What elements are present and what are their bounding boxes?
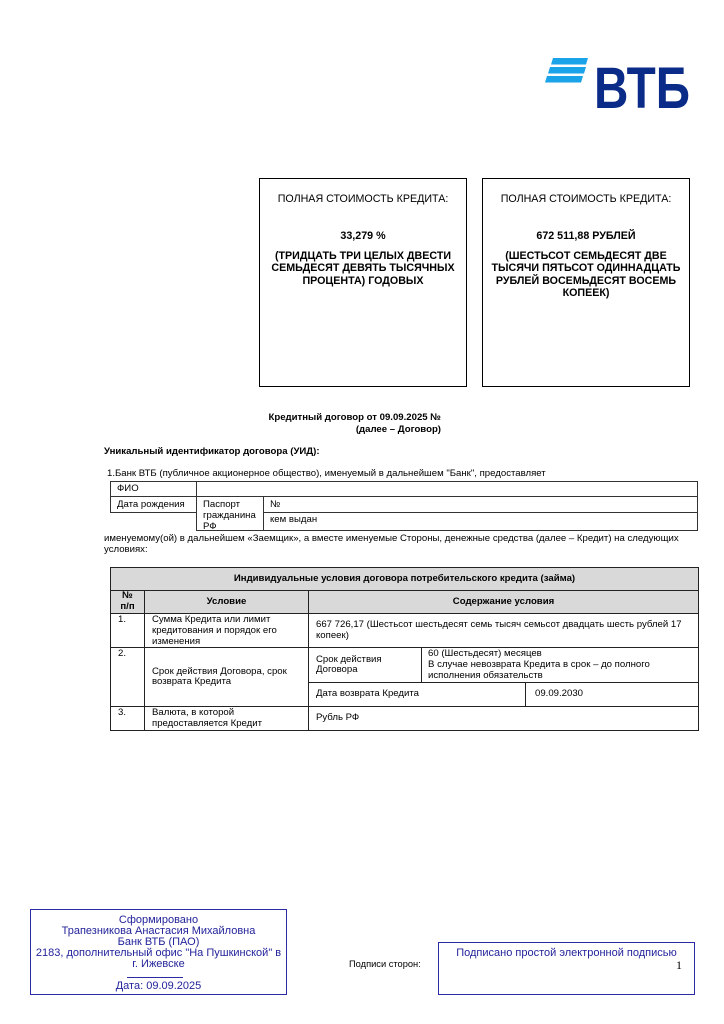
cost-box-words-line: РУБЛЕЙ ВОСЕМЬДЕСЯТ ВОСЕМЬ	[495, 274, 677, 287]
table-rule	[110, 512, 197, 513]
stamp-line: 2183, дополнительный офис "На Пушкинской" в	[35, 946, 282, 959]
vtb-logo	[540, 54, 694, 121]
page-number: 1	[676, 958, 682, 972]
table-rule	[196, 481, 197, 531]
header-content: Содержание условия	[309, 591, 699, 614]
conditions-caption-row	[111, 568, 699, 591]
row-num: 3.	[111, 707, 145, 731]
contract-title-block	[269, 412, 442, 436]
cost-box-words-line: ПРОЦЕНТА) ГОДОВЫХ	[302, 274, 424, 287]
stamp-separator	[127, 977, 183, 978]
table-rule	[697, 481, 698, 531]
cost-box-words-line: СЕМЬДЕСЯТ ДЕВЯТЬ ТЫСЯЧНЫХ	[271, 262, 455, 275]
term-note: В случае невозврата Кредита в срок – до полного исполнения обязательств	[428, 658, 650, 681]
cost-box-words-line: ТЫСЯЧИ ПЯТЬСОТ ОДИННАДЦАТЬ	[491, 262, 681, 275]
return-date-label: Дата возврата Кредита	[309, 683, 526, 707]
table-rule	[263, 496, 264, 531]
stamp-lines	[31, 915, 286, 970]
term-value: 60 (Шестьдесят) месяцев	[428, 648, 542, 660]
table-row	[111, 707, 699, 731]
issuer-stamp	[30, 909, 287, 995]
signatures-label: Подписи сторон:	[349, 958, 421, 969]
full-cost-amount-box	[482, 178, 690, 387]
esign-text: Подписано простой электронной подписью	[456, 947, 677, 959]
cost-box-words	[483, 250, 689, 300]
row-condition: Валюта, в которой предоставляется Кредит	[145, 707, 309, 731]
cost-box-heading: ПОЛНАЯ СТОИМОСТЬ КРЕДИТА:	[500, 193, 672, 205]
cost-box-words-line: (ТРИДЦАТЬ ТРИ ЦЕЛЫХ ДВЕСТИ	[274, 249, 452, 262]
header-num	[111, 591, 145, 614]
electronic-signature-box	[438, 942, 695, 995]
birth-date-label: Дата рождения	[117, 498, 185, 510]
passport-label: Паспорт гражданина РФ	[203, 498, 256, 532]
borrower-table	[110, 481, 698, 531]
full-cost-percent-box	[259, 178, 467, 387]
cost-box-words	[260, 250, 466, 288]
uid-label: Уникальный идентификатор договора (УИД):	[104, 445, 320, 457]
term-content	[422, 648, 699, 683]
table-row	[111, 648, 699, 683]
cost-box-heading: ПОЛНАЯ СТОИМОСТЬ КРЕДИТА:	[277, 193, 449, 205]
fio-label: ФИО	[117, 483, 139, 494]
row-num: 1.	[111, 614, 145, 648]
table-rule	[110, 481, 698, 482]
row-content: Рубль РФ	[309, 707, 699, 731]
contract-subtitle: (далее – Договор)	[355, 424, 441, 435]
table-row	[111, 614, 699, 648]
contract-title: Кредитный договор от 09.09.2025 №	[268, 412, 441, 423]
cost-box-value: 672 511,88 РУБЛЕЙ	[536, 230, 636, 242]
cost-box-words-line: (ШЕСТЬСОТ СЕМЬДЕСЯТ ДВЕ	[505, 249, 667, 262]
row-content: 667 726,17 (Шестьсот шестьдесят семь тысяч семьсот двадцать шесть рублей 17 копеек)	[309, 614, 699, 648]
stamp-line: г. Ижевске	[132, 957, 185, 970]
cost-box-words-line: КОПЕЕК)	[562, 287, 610, 300]
term-label: Срок действия Договора	[309, 648, 422, 683]
table-rule	[196, 530, 698, 531]
stamp-line: Сформировано	[118, 913, 199, 926]
cost-box-value: 33,279 %	[340, 230, 386, 242]
logo-stripe	[545, 76, 583, 83]
return-date: 09.09.2030	[526, 683, 699, 707]
row-condition: Срок действия Договора, срок возврата Кредита	[145, 648, 309, 707]
logo-text: ВТБ	[594, 56, 690, 121]
row-num: 2.	[111, 648, 145, 707]
stamp-date: Дата: 09.09.2025	[115, 979, 202, 992]
terms-intro-paragraph: именуемому(ой) в дальнейшем «Заемщик», а вместе именуемые Стороны, денежные средства (далее – Кредит) на следующих условиях:	[104, 532, 679, 555]
header-condition: Условие	[145, 591, 309, 614]
intro-paragraph: 1.Банк ВТБ (публичное акционерное общество), именуемый в дальнейшем "Банк", предоставляет	[107, 467, 546, 479]
table-rule	[263, 512, 698, 513]
table-rule	[110, 496, 698, 497]
stamp-line: Банк ВТБ (ПАО)	[117, 935, 200, 948]
passport-number-label: №	[270, 498, 281, 510]
conditions-caption: Индивидуальные условия договора потребительского кредита (займа)	[111, 568, 699, 591]
row-condition: Сумма Кредита или лимит кредитования и порядок его изменения	[145, 614, 309, 648]
conditions-header-row	[111, 591, 699, 614]
logo-stripe	[548, 67, 586, 74]
conditions-table	[110, 567, 699, 731]
table-rule	[110, 481, 111, 513]
passport-issued-by-label: кем выдан	[270, 513, 318, 525]
stamp-line: Трапезникова Анастасия Михайловна	[61, 924, 256, 937]
logo-stripe	[551, 58, 588, 65]
header-num-label: № п/п	[120, 590, 135, 612]
